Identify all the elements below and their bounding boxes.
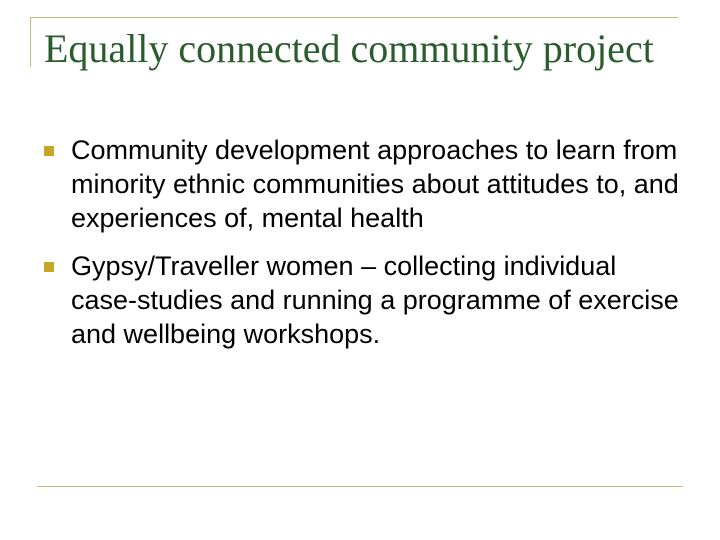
bullet-text: Community development approaches to learn from minority ethnic communities about attitudes to, and experiences of, mental health (71, 135, 679, 233)
title-frame-top-line (30, 17, 678, 18)
slide-title: Equally connected community project (44, 26, 654, 71)
footer-divider (37, 486, 683, 487)
bullet-list (44, 133, 680, 365)
bullet-item (44, 133, 680, 235)
title-frame-left-line (30, 17, 31, 67)
bullet-text: Gypsy/Traveller women – collecting individual case-studies and running a programme of exercise and wellbeing workshops. (71, 251, 679, 349)
bullet-item (44, 249, 680, 351)
square-bullet-icon (44, 262, 54, 272)
square-bullet-icon (44, 146, 54, 156)
